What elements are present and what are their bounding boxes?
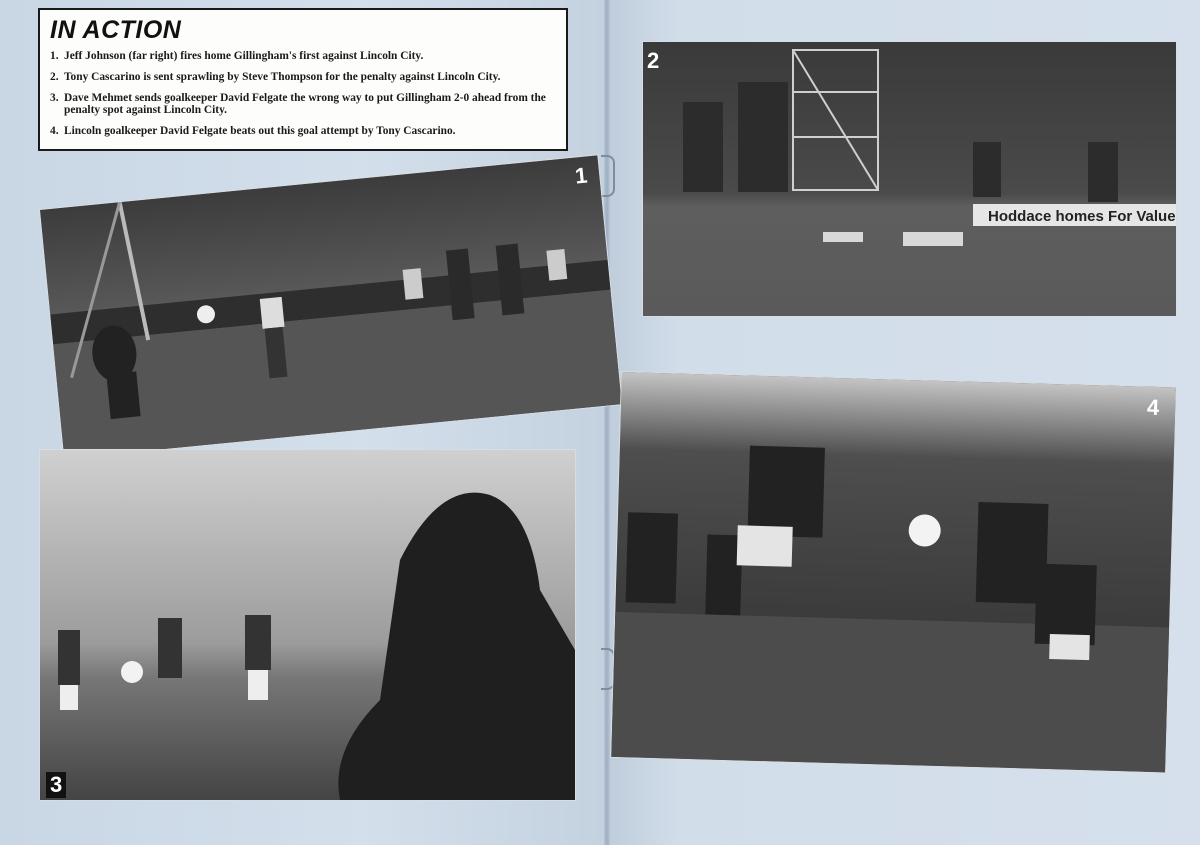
- staple-top: [601, 155, 615, 197]
- caption-number: 2.: [50, 71, 59, 83]
- photo-3-image: [40, 450, 575, 800]
- caption-number: 1.: [50, 50, 59, 62]
- caption-number: 4.: [50, 125, 59, 137]
- caption-text: Jeff Johnson (far right) fires home Gillingham's first against Lincoln City.: [64, 50, 424, 62]
- photo-2-hoarding: Hoddace homes For Value: [988, 208, 1176, 225]
- photo-1-number: 1: [573, 162, 589, 189]
- photo-3-number: 3: [46, 772, 66, 798]
- caption-text: Dave Mehmet sends goalkeeper David Felgate the wrong way to put Gillingham 2-0 ahead from the penalty spot against Lincoln City.: [64, 92, 546, 116]
- photo-4-number: 4: [1146, 394, 1160, 421]
- caption-text: Lincoln goalkeeper David Felgate beats out this goal attempt by Tony Cascarino.: [64, 125, 456, 137]
- caption-item: [50, 71, 556, 83]
- photo-3: [40, 450, 575, 800]
- caption-number: 3.: [50, 92, 59, 104]
- spine: [604, 0, 610, 845]
- page-title: IN ACTION: [50, 16, 182, 44]
- photo-4: [611, 372, 1176, 772]
- caption-item: [50, 125, 556, 137]
- caption-item: [50, 50, 556, 62]
- photo-2: [643, 42, 1176, 316]
- caption-item: [50, 92, 556, 116]
- photo-4-image: [611, 372, 1176, 772]
- caption-list: [50, 50, 556, 137]
- caption-text: Tony Cascarino is sent sprawling by Steve Thompson for the penalty against Lincoln City.: [64, 71, 501, 83]
- photo-2-image: [643, 42, 1176, 316]
- caption-box: [38, 8, 568, 151]
- photo-2-number: 2: [647, 48, 660, 73]
